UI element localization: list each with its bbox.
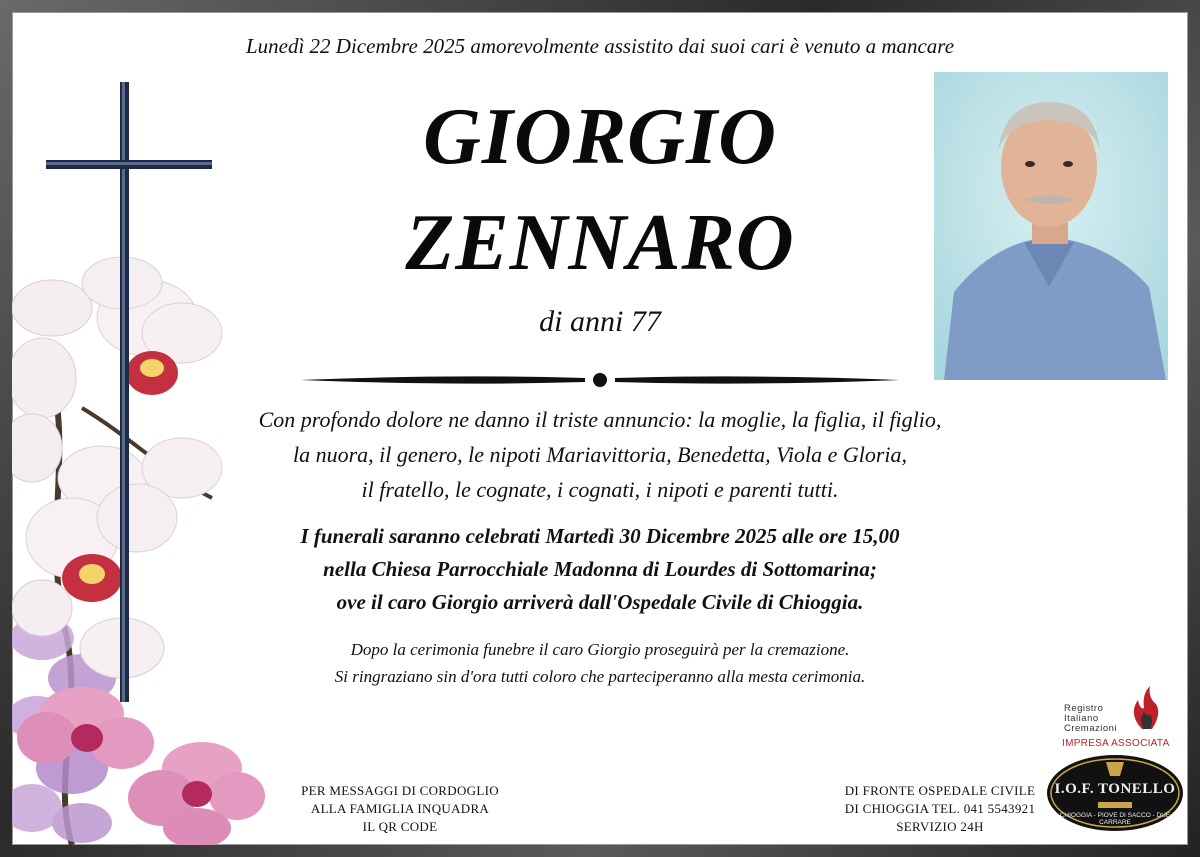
- after-line: Si ringraziano sin d'ora tutti coloro che parteciperanno alla mesta cerimonia.: [334, 667, 866, 686]
- deceased-portrait: [934, 72, 1168, 380]
- funeral-line: nella Chiesa Parrocchiale Madonna di Lourdes di Sottomarina;: [323, 557, 877, 581]
- condolence-qr-note: [265, 782, 535, 836]
- flame-icon: [1122, 684, 1168, 734]
- deceased-last-name: ZENNARO: [405, 199, 795, 287]
- after-line: Dopo la cerimonia funebre il caro Giorgio proseguirà per la cremazione.: [350, 640, 850, 659]
- after-ceremony-text: [230, 636, 970, 690]
- registro-line: Registro: [1064, 703, 1104, 714]
- footer-right-line: DI FRONTE OSPEDALE CIVILE: [844, 783, 1036, 798]
- impresa-associata-label: IMPRESA ASSOCIATA: [1062, 738, 1170, 749]
- announcement-line: la nuora, il genero, le nipoti Mariavittoria, Benedetta, Viola e Gloria,: [292, 442, 908, 467]
- death-announcement-headline: Lunedì 22 Dicembre 2025 amorevolmente assistito dai suoi cari è venuto a mancare: [245, 34, 955, 58]
- funeral-home-contact: [820, 782, 1060, 836]
- footer-right-line: DI CHIOGGIA TEL. 041 5543921: [844, 801, 1036, 816]
- footer-right-line: SERVIZIO 24H: [896, 819, 984, 834]
- announcement-text: [230, 402, 970, 507]
- deceased-first-name: GIORGIO: [423, 93, 777, 181]
- footer-left-line: IL QR CODE: [362, 819, 438, 834]
- announcement-line: il fratello, le cognate, i cognati, i nipoti e parenti tutti.: [361, 477, 839, 502]
- tonello-name: I.O.F. TONELLO: [1054, 781, 1176, 797]
- deceased-age: di anni 77: [539, 305, 661, 338]
- funeral-details: [230, 520, 970, 619]
- funeral-line: ove il caro Giorgio arriverà dall'Ospedale Civile di Chioggia.: [336, 590, 864, 614]
- tonello-logo: [1046, 754, 1184, 832]
- funeral-line: I funerali saranno celebrati Martedì 30 Dicembre 2025 alle ore 15,00: [300, 524, 900, 548]
- registro-text: [1064, 704, 1117, 734]
- white-orchid: [12, 257, 222, 678]
- footer-left-line: ALLA FAMIGLIA INQUADRA: [310, 801, 490, 816]
- announcement-line: Con profondo dolore ne danno il triste annuncio: la moglie, la figlia, il figlio,: [258, 407, 942, 432]
- registro-cremazioni-logo: [1058, 684, 1174, 754]
- footer-left-line: PER MESSAGGI DI CORDOGLIO: [301, 783, 499, 798]
- tonello-locations: CHIOGGIA - PIOVE DI SACCO - DUE CARRARE: [1059, 812, 1171, 826]
- ornamental-divider: [300, 370, 900, 390]
- registro-line: Cremazioni: [1064, 723, 1118, 734]
- registro-line: Italiano: [1064, 713, 1099, 724]
